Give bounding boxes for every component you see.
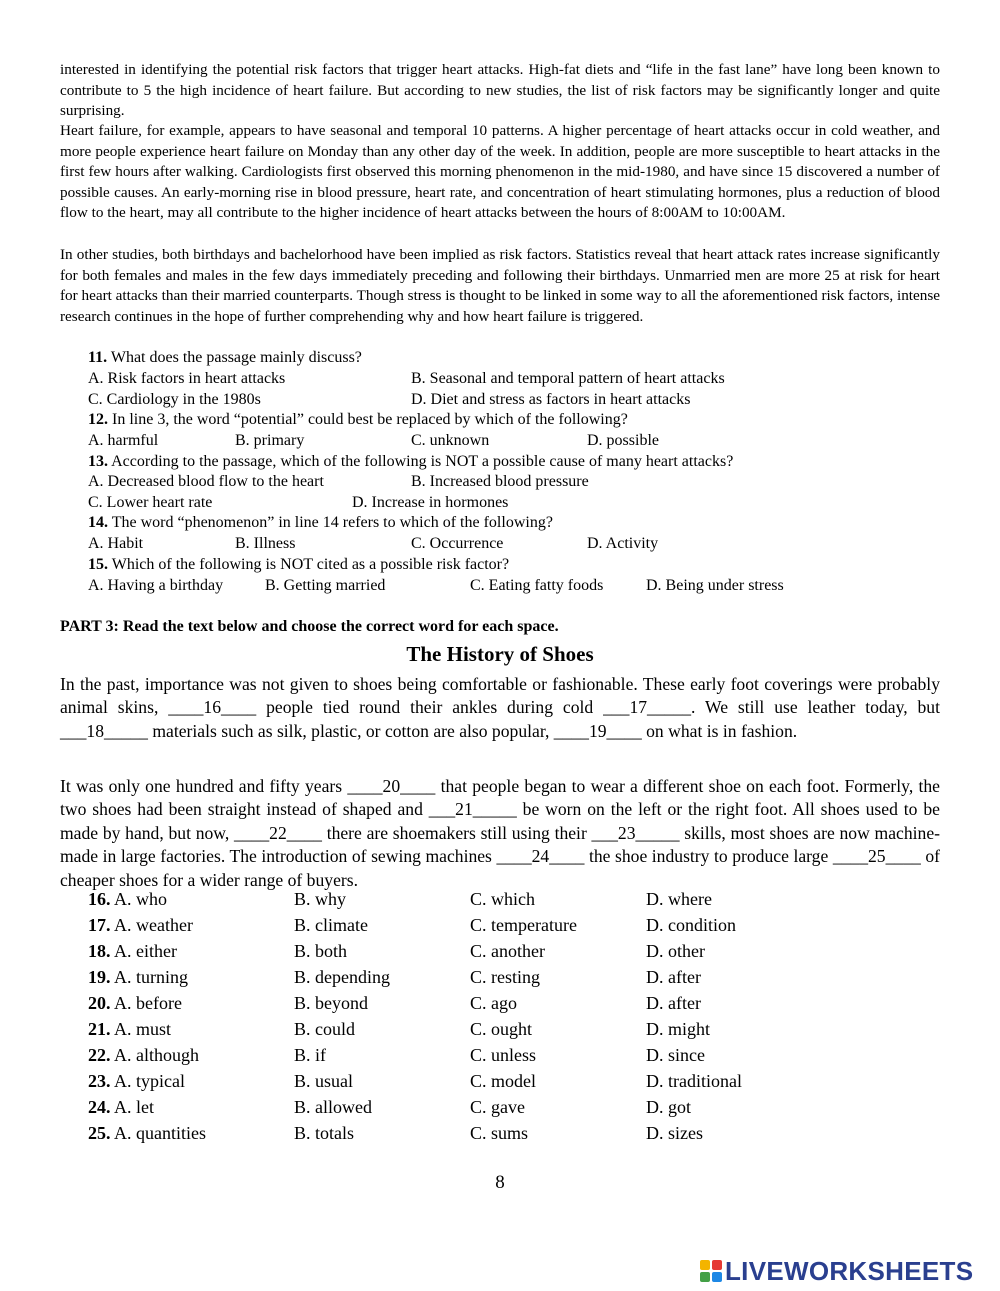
answer-row-18 bbox=[88, 938, 948, 964]
option-25c[interactable]: C. sums bbox=[470, 1123, 529, 1143]
option-14d[interactable]: D. Activity bbox=[587, 535, 659, 552]
question-12 bbox=[88, 410, 628, 431]
question-text: According to the passage, which of the following is NOT a possible cause of many heart attacks? bbox=[111, 453, 734, 470]
answer-row-19 bbox=[88, 964, 948, 990]
option-22b[interactable]: B. if bbox=[294, 1045, 327, 1065]
option-16a[interactable]: A. who bbox=[114, 889, 168, 909]
item-number: 21. bbox=[88, 1019, 111, 1039]
option-15a[interactable]: A. Having a birthday bbox=[88, 577, 224, 594]
option-16c[interactable]: C. which bbox=[470, 889, 535, 909]
option-20c[interactable]: C. ago bbox=[470, 993, 517, 1013]
question-number: 11. bbox=[88, 349, 108, 366]
answer-row-23 bbox=[88, 1068, 948, 1094]
liveworksheets-logo-icon bbox=[700, 1260, 722, 1282]
answer-row-25 bbox=[88, 1120, 948, 1146]
liveworksheets-logo[interactable] bbox=[700, 1256, 973, 1286]
question-number: 13. bbox=[88, 453, 108, 470]
option-13c[interactable]: C. Lower heart rate bbox=[88, 494, 213, 511]
question-number: 15. bbox=[88, 556, 108, 573]
option-13b[interactable]: B. Increased blood pressure bbox=[411, 473, 589, 490]
option-17a[interactable]: A. weather bbox=[114, 915, 193, 935]
option-20d[interactable]: D. after bbox=[646, 993, 701, 1013]
option-19a[interactable]: A. turning bbox=[114, 967, 189, 987]
question-11 bbox=[88, 348, 362, 369]
question-text: What does the passage mainly discuss? bbox=[110, 349, 362, 366]
option-20b[interactable]: B. beyond bbox=[294, 993, 368, 1013]
option-12b[interactable]: B. primary bbox=[235, 432, 305, 449]
option-22a[interactable]: A. although bbox=[114, 1045, 200, 1065]
question-text: Which of the following is NOT cited as a possible risk factor? bbox=[111, 556, 510, 573]
question-15 bbox=[88, 555, 509, 576]
part3-heading: PART 3: Read the text below and choose the correct word for each space. bbox=[60, 618, 559, 635]
option-24d[interactable]: D. got bbox=[646, 1097, 691, 1117]
option-22d[interactable]: D. since bbox=[646, 1045, 705, 1065]
option-25a[interactable]: A. quantities bbox=[114, 1123, 207, 1143]
option-17b[interactable]: B. climate bbox=[294, 915, 368, 935]
option-12d[interactable]: D. possible bbox=[587, 432, 659, 449]
answer-row-16 bbox=[88, 886, 948, 912]
option-15b[interactable]: B. Getting married bbox=[265, 577, 386, 594]
option-23d[interactable]: D. traditional bbox=[646, 1071, 742, 1091]
question-14 bbox=[88, 513, 553, 534]
option-24c[interactable]: C. gave bbox=[470, 1097, 525, 1117]
option-14a[interactable]: A. Habit bbox=[88, 535, 144, 552]
option-21d[interactable]: D. might bbox=[646, 1019, 711, 1039]
option-12c[interactable]: C. unknown bbox=[411, 432, 490, 449]
question-13 bbox=[88, 452, 733, 473]
item-number: 18. bbox=[88, 941, 111, 961]
question-text: The word “phenomenon” in line 14 refers to which of the following? bbox=[111, 514, 553, 531]
answer-row-24 bbox=[88, 1094, 948, 1120]
passage-paragraph-3: In other studies, both birthdays and bachelorhood have been implied as risk factors. Statistics reveal that heart attack rates increase significantly for both females and males in the few days immediately preceding and following their birthdays. Unmarried men are more 25 at risk for heart for heart attacks than their married counterparts. Though stress is thought to be linked in some way to all the aforementioned risk factors, intense research continues in the hope of further comprehending why and how heart failure is triggered. bbox=[60, 246, 940, 325]
item-number: 25. bbox=[88, 1123, 111, 1143]
option-18a[interactable]: A. either bbox=[114, 941, 177, 961]
option-14c[interactable]: C. Occurrence bbox=[411, 535, 504, 552]
option-15d[interactable]: D. Being under stress bbox=[646, 577, 784, 594]
option-19c[interactable]: C. resting bbox=[470, 967, 540, 987]
option-18c[interactable]: C. another bbox=[470, 941, 545, 961]
option-13a[interactable]: A. Decreased blood flow to the heart bbox=[88, 473, 324, 490]
option-22c[interactable]: C. unless bbox=[470, 1045, 537, 1065]
option-11d[interactable]: D. Diet and stress as factors in heart attacks bbox=[411, 391, 691, 408]
option-25d[interactable]: D. sizes bbox=[646, 1123, 703, 1143]
option-11a[interactable]: A. Risk factors in heart attacks bbox=[88, 370, 286, 387]
answer-row-17 bbox=[88, 912, 948, 938]
item-number: 24. bbox=[88, 1097, 111, 1117]
option-21a[interactable]: A. must bbox=[114, 1019, 172, 1039]
option-20a[interactable]: A. before bbox=[114, 993, 182, 1013]
item-number: 17. bbox=[88, 915, 111, 935]
question-number: 14. bbox=[88, 514, 108, 531]
question-text: In line 3, the word “potential” could best be replaced by which of the following? bbox=[112, 411, 628, 428]
option-17c[interactable]: C. temperature bbox=[470, 915, 577, 935]
option-17d[interactable]: D. condition bbox=[646, 915, 736, 935]
option-19b[interactable]: B. depending bbox=[294, 967, 390, 987]
option-21b[interactable]: B. could bbox=[294, 1019, 355, 1039]
liveworksheets-logo-text: LIVEWORKSHEETS bbox=[725, 1255, 974, 1286]
option-11c[interactable]: C. Cardiology in the 1980s bbox=[88, 391, 261, 408]
option-12a[interactable]: A. harmful bbox=[88, 432, 159, 449]
option-16b[interactable]: B. why bbox=[294, 889, 347, 909]
option-24b[interactable]: B. allowed bbox=[294, 1097, 372, 1117]
option-16d[interactable]: D. where bbox=[646, 889, 712, 909]
item-number: 19. bbox=[88, 967, 111, 987]
page-number: 8 bbox=[495, 1172, 505, 1193]
cloze-paragraph-2: It was only one hundred and fifty years ____20____ that people began to wear a different shoe on each foot. Formerly, the two shoes had been straight instead of shaped and ___21_____ be worn on the left or the right foot. All shoes used to be made by hand, but now, ____22____ there are shoemakers still using their ___23_____ skills, most shoes are now machine-made in large factories. The introduction of sewing machines ____24____ the shoe industry to produce large ____25____ of cheaper shoes for a wider range of buyers. bbox=[60, 776, 940, 890]
answer-row-22 bbox=[88, 1042, 948, 1068]
option-13d[interactable]: D. Increase in hormones bbox=[352, 494, 509, 511]
part3-title: The History of Shoes bbox=[406, 642, 594, 666]
option-25b[interactable]: B. totals bbox=[294, 1123, 355, 1143]
option-21c[interactable]: C. ought bbox=[470, 1019, 533, 1039]
option-11b[interactable]: B. Seasonal and temporal pattern of heart attacks bbox=[411, 370, 725, 387]
item-number: 23. bbox=[88, 1071, 111, 1091]
answer-row-21 bbox=[88, 1016, 948, 1042]
option-14b[interactable]: B. Illness bbox=[235, 535, 296, 552]
passage-paragraph-1: interested in identifying the potential risk factors that trigger heart attacks. High-fat diets and “life in the fast lane” have long been known to contribute to 5 the high incidence of heart failure. But according to new studies, the list of risk factors may be significantly longer and quite surprising. bbox=[60, 61, 940, 120]
item-number: 16. bbox=[88, 889, 111, 909]
option-23b[interactable]: B. usual bbox=[294, 1071, 354, 1091]
option-18d[interactable]: D. other bbox=[646, 941, 705, 961]
option-24a[interactable]: A. let bbox=[114, 1097, 155, 1117]
answer-row-20 bbox=[88, 990, 948, 1016]
question-number: 12. bbox=[88, 411, 108, 428]
item-number: 22. bbox=[88, 1045, 111, 1065]
option-15c[interactable]: C. Eating fatty foods bbox=[470, 577, 604, 594]
item-number: 20. bbox=[88, 993, 111, 1013]
option-19d[interactable]: D. after bbox=[646, 967, 701, 987]
option-23c[interactable]: C. model bbox=[470, 1071, 536, 1091]
cloze-paragraph-1: In the past, importance was not given to shoes being comfortable or fashionable. These early foot coverings were probably animal skins, ____16____ people tied round their ankles during cold ___17_____. We still use leather today, but ___18_____ materials such as silk, plastic, or cotton are also popular, ____19____ on what is in fashion. bbox=[60, 674, 940, 741]
passage-paragraph-2: Heart failure, for example, appears to have seasonal and temporal 10 patterns. A higher percentage of heart attacks occur in cold weather, and more people experience heart failure on Monday than any other day of the week. In addition, people are more susceptible to heart attacks in the first few hours after walking. Cardiologists first observed this morning phenomenon in the mid-1980, and have since 15 discovered a number of possible causes. An early-morning rise in blood pressure, heart rate, and concentration of heart stimulating hormones, plus a reduction of blood flow to the heart, may all contribute to the higher incidence of heart attacks between the hours of 8:00AM to 10:00AM. bbox=[60, 122, 940, 222]
option-23a[interactable]: A. typical bbox=[114, 1071, 185, 1091]
option-18b[interactable]: B. both bbox=[294, 941, 348, 961]
